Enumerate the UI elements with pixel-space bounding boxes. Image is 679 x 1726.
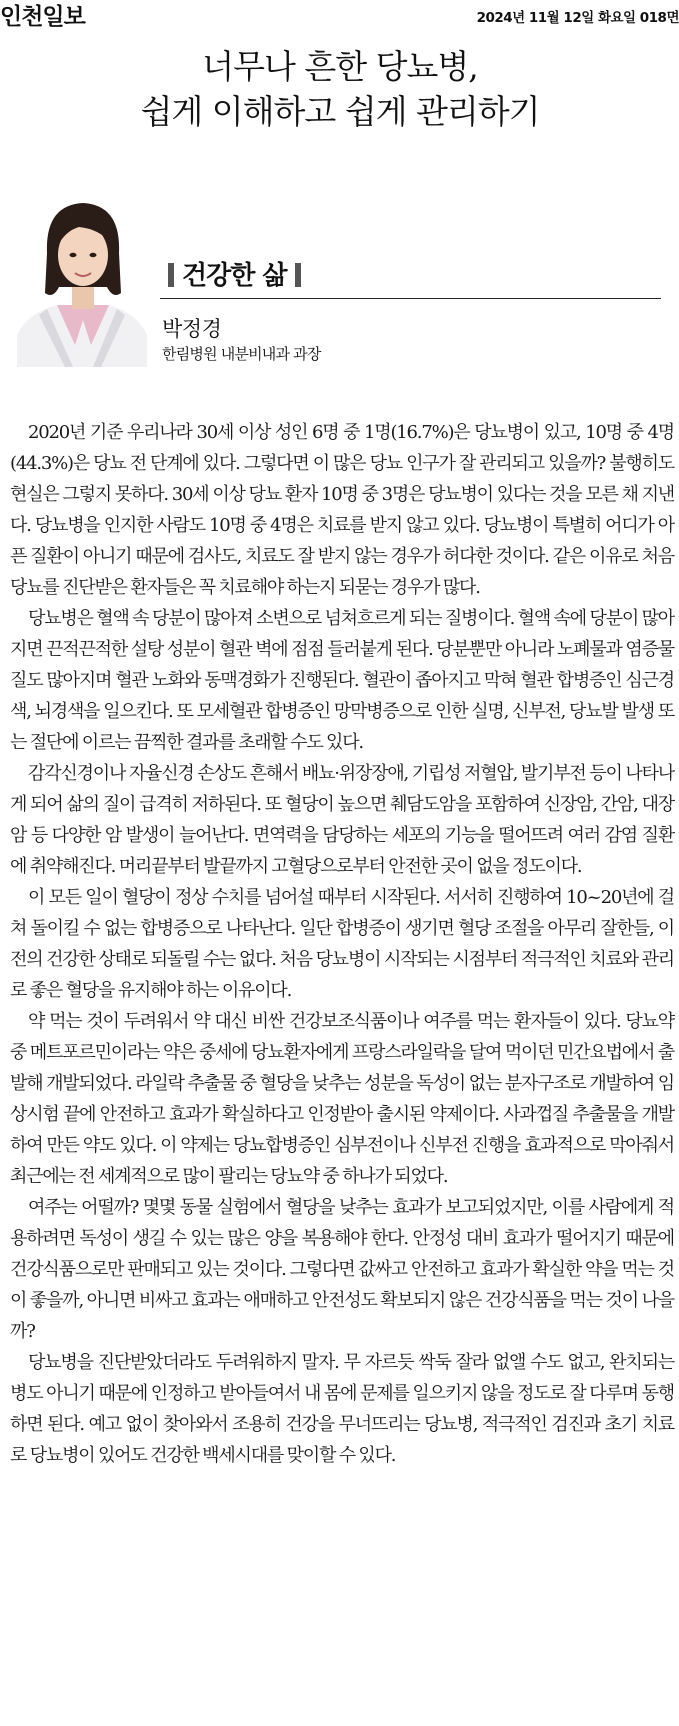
masthead — [0, 0, 679, 30]
column-title-text: 건강한 삶 — [182, 261, 287, 291]
article-paragraph: 약 먹는 것이 두려워서 약 대신 비싼 건강보조식품이나 여주를 먹는 환자들이 있다. 당뇨약 중 메트포르민이라는 약은 중세에 당뇨환자에게 프랑스라일락을 달여 먹이던 민간요법에서 출발해 개발되었다. 라일락 추출물 중 혈당을 낮추는 성분을 독성이 없는 분자구조로 개발하여 임상시험 끝에 안전하고 효과가 확실하다고 인정받아 출시된 약제이다. 사과껍질 추출물을 개발하여 만든 약도 있다. 이 약제는 당뇨합병증인 심부전이나 신부전 진행을 효과적으로 막아줘서 최근에는 전 세계적으로 많이 팔리는 당뇨약 중 하나가 되었다. — [10, 1011, 674, 1187]
author-portrait — [17, 195, 147, 367]
article-paragraph: 당뇨병은 혈액 속 당분이 많아져 소변으로 넘쳐흐르게 되는 질병이다. 혈액 속에 당분이 많아지면 끈적끈적한 설탕 성분이 혈관 벽에 점점 들러붙게 된다. 당분뿐만 아니라 노폐물과 염증물질도 많아지며 혈관 노화와 동맥경화가 진행된다. 혈관이 좁아지고 막혀 혈관 합병증인 심근경색, 뇌경색을 일으킨다. 또 모세혈관 합병증인 망막병증으로 인한 실명, 신부전, 당뇨발 발생 또는 절단에 이르는 끔찍한 결과를 초래할 수도 있다. — [10, 608, 675, 753]
article-body — [10, 417, 674, 1471]
newspaper-name: 인천일보 — [0, 4, 85, 30]
divider-rule — [160, 298, 661, 299]
article-paragraph: 감각신경이나 자율신경 손상도 흔해서 배뇨·위장장애, 기립성 저혈압, 발기부전 등이 나타나게 되어 삶의 질이 급격히 저하된다. 또 혈당이 높으면 췌담도암을 포함하여 신장암, 간암, 대장암 등 다양한 암 발생이 늘어난다. 면역력을 담당하는 세포의 기능을 떨어뜨려 여러 감염 질환에 취약해진다. 머리끝부터 발끝까지 고혈당으로부터 안전한 곳이 없을 정도이다. — [10, 763, 674, 877]
title-bar-right — [295, 263, 301, 287]
author-affiliation: 한림병원 내분비내과 과장 — [162, 345, 321, 363]
article-paragraph: 이 모든 일이 혈당이 정상 수치를 넘어설 때부터 시작된다. 서서히 진행하여 10~20년에 걸쳐 돌이킬 수 없는 합병증으로 나타난다. 일단 합병증이 생기면 혈당 조절을 아무리 잘한들, 이전의 건강한 상태로 되돌릴 수는 없다. 처음 당뇨병이 시작되는 시점부터 적극적인 치료와 관리로 좋은 혈당을 유지해야 하는 이유이다. — [10, 887, 675, 1001]
article-paragraph: 여주는 어떨까? 몇몇 동물 실험에서 혈당을 낮추는 효과가 보고되었지만, 이를 사람에게 적용하려면 독성이 생길 수 있는 많은 양을 복용해야 한다. 안정성 대비 효과가 떨어지기 때문에 건강식품으로만 판매되고 있는 것이다. 그렇다면 값싸고 안전하고 효과가 확실한 약을 먹는 것이 좋을까, 아니면 비싸고 효과는 애매하고 안전성도 확보되지 않은 건강식품을 먹는 것이 나을까? — [10, 1197, 675, 1342]
article-paragraph: 2020년 기준 우리나라 30세 이상 성인 6명 중 1명(16.7%)은 당뇨병이 있고, 10명 중 4명(44.3%)은 당뇨 전 단계에 있다. 그렇다면 이 많은 당뇨 인구가 잘 관리되고 있을까? 불행히도 현실은 그렇지 못하다. 30세 이상 당뇨 환자 10명 중 3명은 당뇨병이 있다는 것을 모른 채 지낸다. 당뇨병을 인지한 사람도 10명 중 4명은 치료를 받지 않고 있다. 당뇨병이 특별히 어디가 아픈 질환이 아니기 때문에 검사도, 치료도 잘 받지 않는 경우가 허다한 것이다. 같은 이유로 처음 당뇨를 진단받은 환자들은 꼭 치료해야 하는지 되묻는 경우가 많다. — [10, 422, 674, 598]
headline-line-2: 쉽게 이해하고 쉽게 관리하기 — [140, 92, 540, 131]
author-name: 박정경 — [162, 317, 222, 341]
title-bar-left — [168, 263, 174, 287]
article-paragraph: 당뇨병을 진단받았더라도 두려워하지 말자. 무 자르듯 싹둑 잘라 없앨 수도 없고, 완치되는 병도 아니기 때문에 인정하고 받아들여서 내 몸에 문제를 일으키지 않을 정도로 잘 다루며 동행하면 된다. 예고 없이 찾아와서 조용히 건강을 무너뜨리는 당뇨병, 적극적인 검진과 초기 치료로 당뇨병이 있어도 건강한 백세시대를 맞이할 수 있다. — [10, 1352, 675, 1466]
headline-line-1: 너무나 흔한 당뇨병, — [202, 47, 478, 86]
column-title — [160, 255, 309, 292]
issue-date: 2024년 11월 12일 화요일 018면 — [476, 10, 679, 26]
